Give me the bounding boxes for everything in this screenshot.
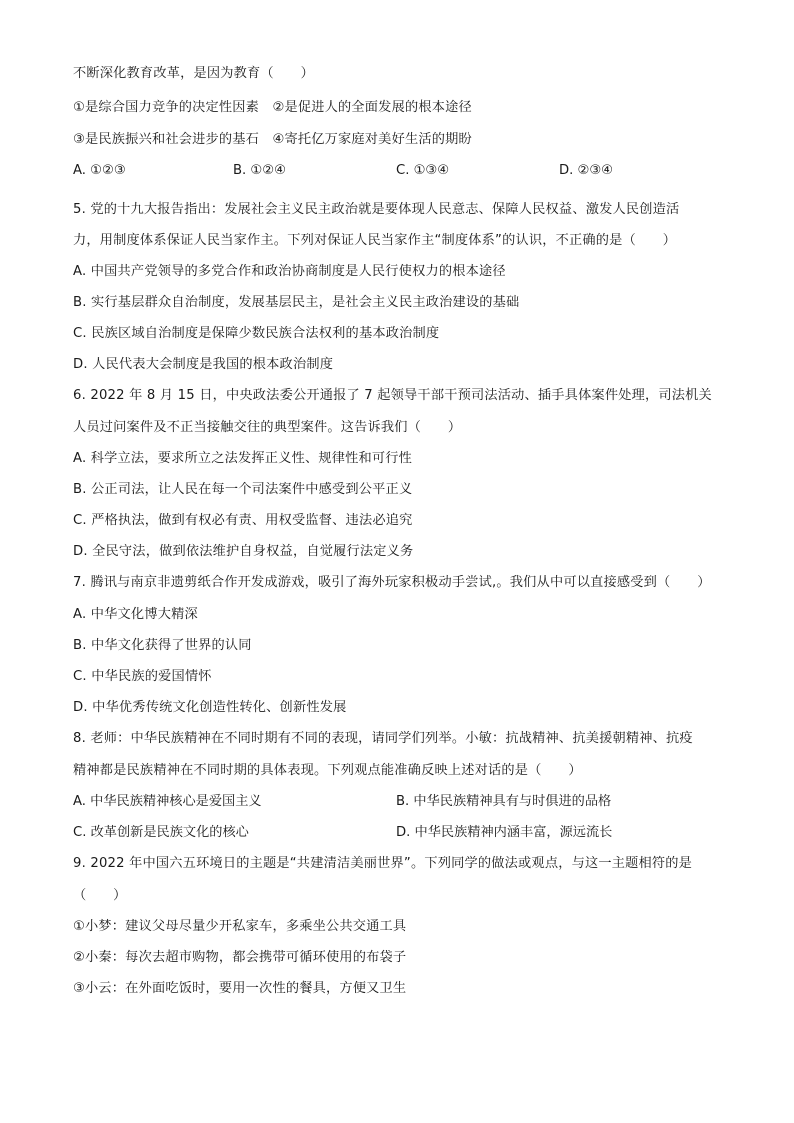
q5-option-b: B. 实行基层群众自治制度，发展基层民主，是社会主义民主政治建设的基础: [73, 295, 520, 310]
q4-option-c: C. ①③④: [396, 163, 450, 178]
q4-option-a: A. ①②③: [73, 163, 126, 178]
q4-option-d: D. ②③④: [559, 163, 614, 178]
q6-stem-line-1: 6. 2022 年 8 月 15 日，中央政法委公开通报了 7 起领导干部干预司法活动、插手具体案件处理，司法机关: [73, 388, 712, 403]
q4-statement-1-2: ①是综合国力竞争的决定性因素 ②是促进人的全面发展的根本途径: [73, 100, 472, 115]
q5-option-d: D. 人民代表大会制度是我国的根本政治制度: [73, 357, 334, 372]
q5-stem-line-1: 5. 党的十九大报告指出：发展社会主义民主政治就是要体现人民意志、保障人民权益、激发人民创造活: [73, 202, 680, 217]
q5-stem-line-2: 力，用制度体系保证人民当家作主。下列对保证人民当家作主“制度体系”的认识，不正确的是（ ）: [73, 233, 677, 248]
q7-option-a: A. 中华文化博大精深: [73, 607, 198, 622]
q9-statement-1: ①小梦：建议父母尽量少开私家车，多乘坐公共交通工具: [73, 919, 407, 934]
q8-stem-line-2: 精神都是民族精神在不同时期的具体表现。下列观点能准确反映上述对话的是（ ）: [73, 763, 582, 778]
q6-option-d: D. 全民守法，做到依法维护自身权益，自觉履行法定义务: [73, 544, 414, 559]
q8-option-d: D. 中华民族精神内涵丰富，源远流长: [396, 825, 613, 840]
q7-stem: 7. 腾讯与南京非遗剪纸合作开发成游戏，吸引了海外玩家积极动手尝试,。我们从中可以直接感受到（ ）: [73, 575, 711, 590]
q6-option-a: A. 科学立法，要求所立之法发挥正义性、规律性和可行性: [73, 451, 413, 466]
q6-stem-line-2: 人员过问案件及不正当接触交往的典型案件。这告诉我们（ ）: [73, 420, 462, 435]
q8-stem-line-1: 8. 老师：中华民族精神在不同时期有不同的表现，请同学们列举。小敏：抗战精神、抗美援朝精神、抗疫: [73, 731, 693, 746]
q9-stem-line-1: 9. 2022 年中国六五环境日的主题是“共建清洁美丽世界”。下列同学的做法或观点，与这一主题相符的是: [73, 856, 693, 871]
q7-option-d: D. 中华优秀传统文化创造性转化、创新性发展: [73, 700, 347, 715]
q9-statement-2: ②小秦：每次去超市购物，都会携带可循环使用的布袋子: [73, 950, 407, 965]
q8-option-c: C. 改革创新是民族文化的核心: [73, 825, 249, 840]
q7-option-c: C. 中华民族的爱国情怀: [73, 669, 212, 684]
q5-option-c: C. 民族区域自治制度是保障少数民族合法权利的基本政治制度: [73, 326, 440, 341]
q9-statement-3: ③小云：在外面吃饭时，要用一次性的餐具，方便又卫生: [73, 981, 407, 996]
q4-option-b: B. ①②④: [233, 163, 286, 178]
q6-option-c: C. 严格执法，做到有权必有责、用权受监督、违法必追究: [73, 513, 413, 528]
q4-statement-3-4: ③是民族振兴和社会进步的基石 ④寄托亿万家庭对美好生活的期盼: [73, 132, 472, 147]
q4-stem: 不断深化教育改革，是因为教育（ ）: [73, 66, 314, 81]
q5-option-a: A. 中国共产党领导的多党合作和政治协商制度是人民行使权力的根本途径: [73, 264, 506, 279]
q6-option-b: B. 公正司法，让人民在每一个司法案件中感受到公平正义: [73, 482, 413, 497]
q8-option-b: B. 中华民族精神具有与时俱进的品格: [396, 794, 612, 809]
q8-option-a: A. 中华民族精神核心是爱国主义: [73, 794, 262, 809]
q9-stem-line-2: （ ）: [73, 888, 127, 903]
q7-option-b: B. 中华文化获得了世界的认同: [73, 638, 252, 653]
